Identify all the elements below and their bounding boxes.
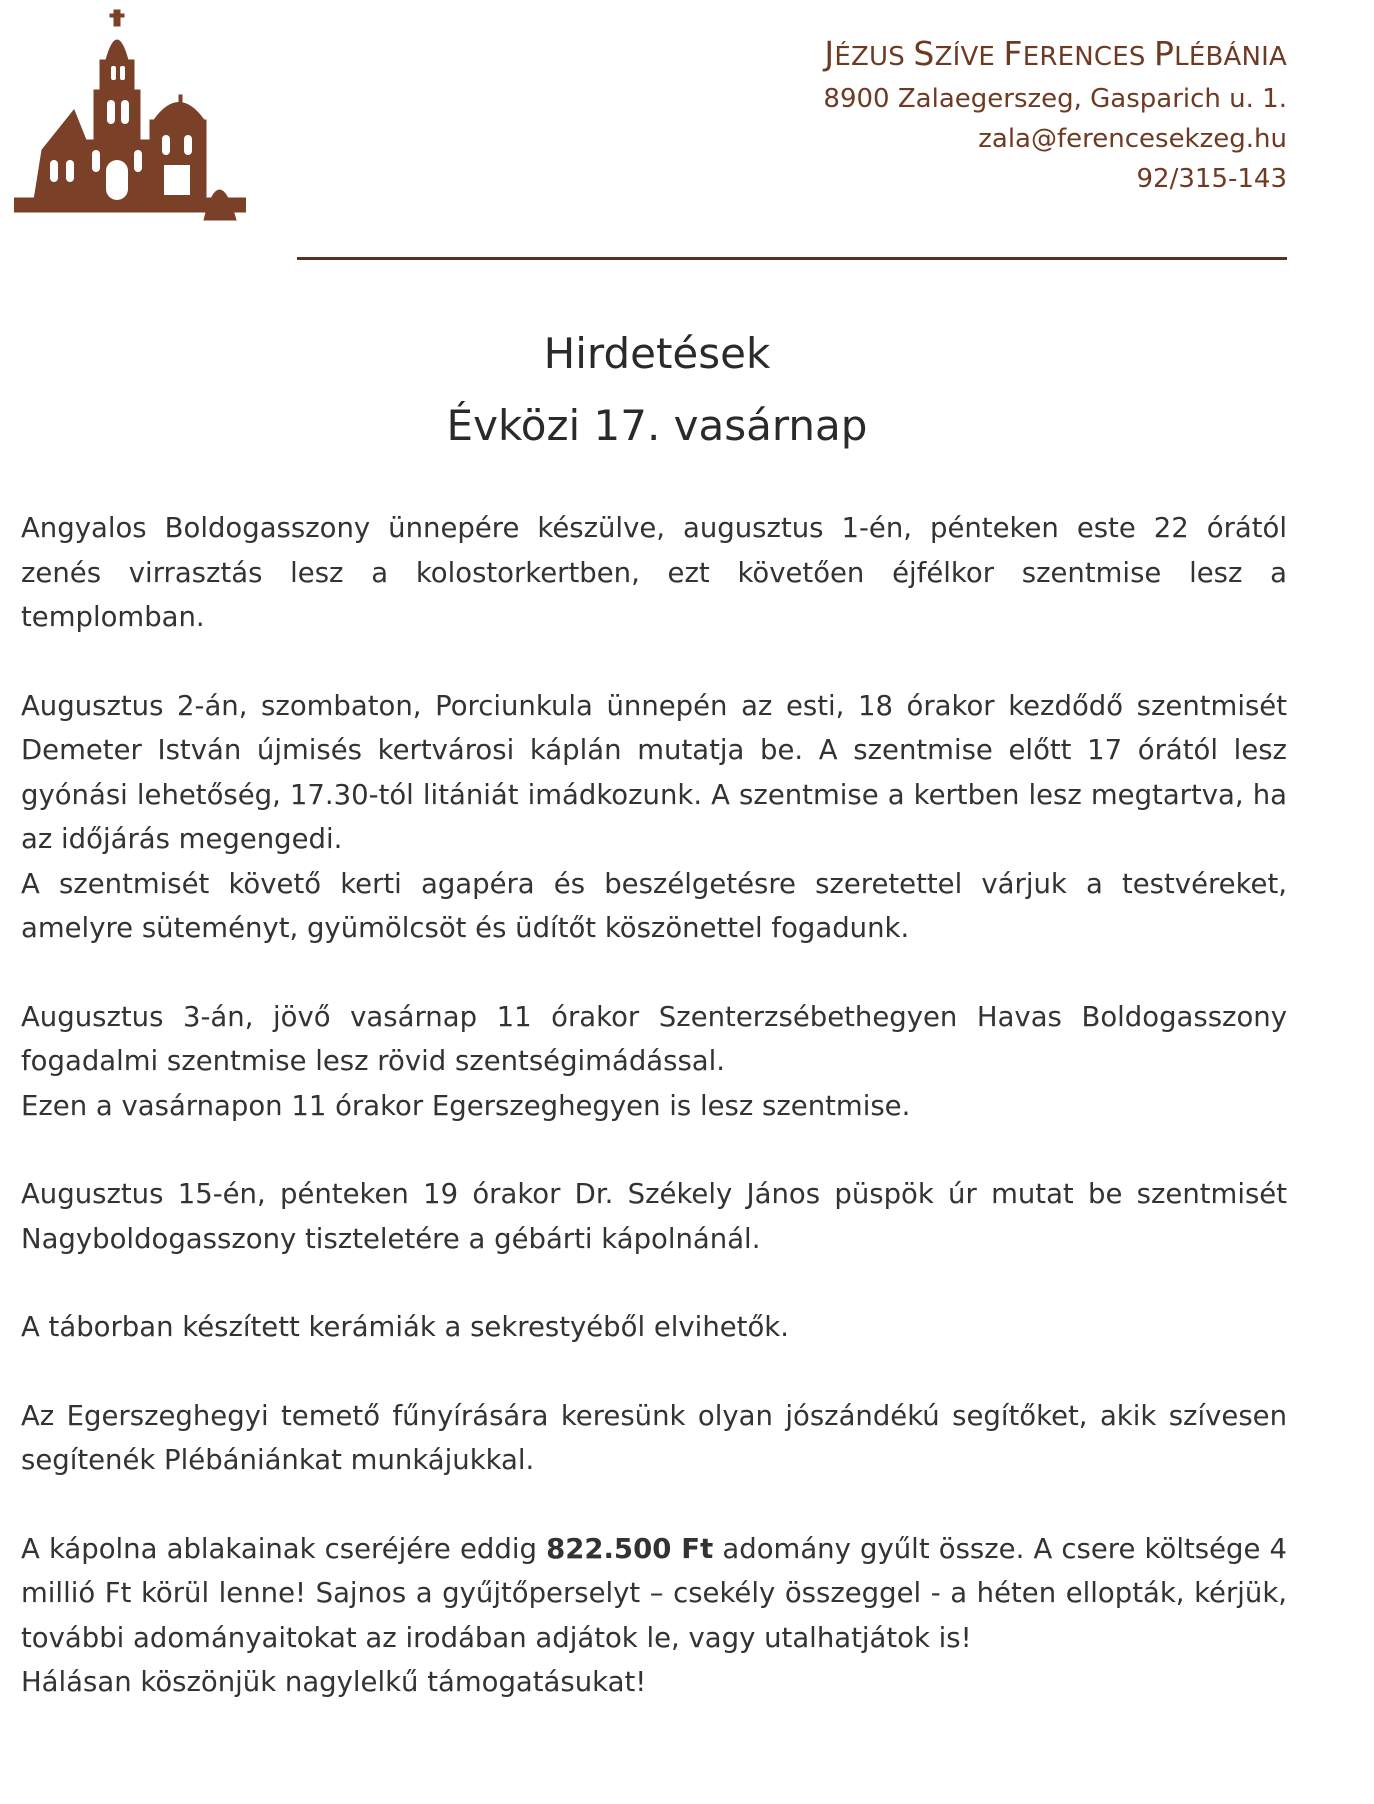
announcement-paragraph — [21, 1527, 1287, 1705]
announcement-paragraph: Az Egerszeghegyi temető fűnyírására keresünk olyan jószándékú segítőket, akik szívesen segítenék Plébániánkat munkájukkal. — [21, 1399, 1287, 1476]
church-building-icon — [14, 0, 246, 240]
title-sunday: Évközi 17. vasárnap — [446, 401, 868, 450]
header-divider — [297, 257, 1287, 260]
announcement-text: Ezen a vasárnapon 11 órakor Egerszeghegyen is lesz szentmise. — [21, 1089, 911, 1122]
announcement-text: Augusztus 2-án, szombaton, Porciunkula ünnepén az esti, 18 órakor kezdődő szentmisét Demeter István újmisés kertvárosi káplán mutatja be. A szentmise előtt 17 órától lesz gyónási lehetőség, 17.30-tól litániát imádkozunk. A szentmise a kertben lesz megtartva, ha az időjárás megengedi. — [21, 689, 1287, 855]
parish-phone: 92/315-143 — [1136, 164, 1287, 194]
parish-address: 8900 Zalaegerszeg, Gasparich u. 1. — [823, 84, 1287, 114]
donation-amount: 822.500 Ft — [546, 1532, 714, 1565]
title-announcements: Hirdetések — [543, 329, 771, 378]
announcement-paragraph — [21, 684, 1287, 951]
page-title — [0, 318, 1314, 462]
announcement-paragraph — [21, 995, 1287, 1129]
parish-name: JÉZUS SZÍVE FERENCES PLÉBÁNIA — [824, 34, 1287, 73]
announcement-text: Augusztus 3-án, jövő vasárnap 11 órakor Szenterzsébethegyen Havas Boldogasszony fogadalmi szentmise lesz rövid szentségimádással. — [21, 1000, 1287, 1077]
thank-you-text: Hálásan köszönjük nagylelkű támogatásukat! — [21, 1666, 647, 1698]
announcement-text: A szentmisét követő kerti agapéra és beszélgetésre szeretettel várjuk a testvéreket, amelyre süteményt, gyümölcsöt és üdítőt köszönettel fogadunk. — [21, 867, 1287, 944]
announcement-paragraph: Augusztus 15-én, pénteken 19 órakor Dr. Székely János püspök úr mutat be szentmisét Nagyboldogasszony tiszteletére a gébárti kápolnánál. — [21, 1178, 1287, 1255]
announcements-body — [21, 506, 1287, 1749]
parish-email[interactable]: zala@ferencesekzeg.hu — [978, 124, 1287, 154]
announcement-paragraph: Angyalos Boldogasszony ünnepére készülve, augusztus 1-én, pénteken este 22 órától zenés virrasztás lesz a kolostorkertben, ezt követően éjfélkor szentmise lesz a templomban. — [21, 512, 1287, 633]
parish-header — [823, 32, 1287, 199]
announcement-paragraph: A táborban készített kerámiák a sekrestyéből elvihetők. — [21, 1311, 789, 1343]
donation-text: A kápolna ablakainak cseréjére eddig 822.500 Ft adomány gyűlt össze. A csere költsége 4 millió Ft körül lenne! Sajnos a gyűjtőperselyt – csekély összeggel - a héten ellopták, kérjük, további adományaitokat az irodában adjátok le, vagy utalhatjátok is! — [21, 1532, 1288, 1654]
